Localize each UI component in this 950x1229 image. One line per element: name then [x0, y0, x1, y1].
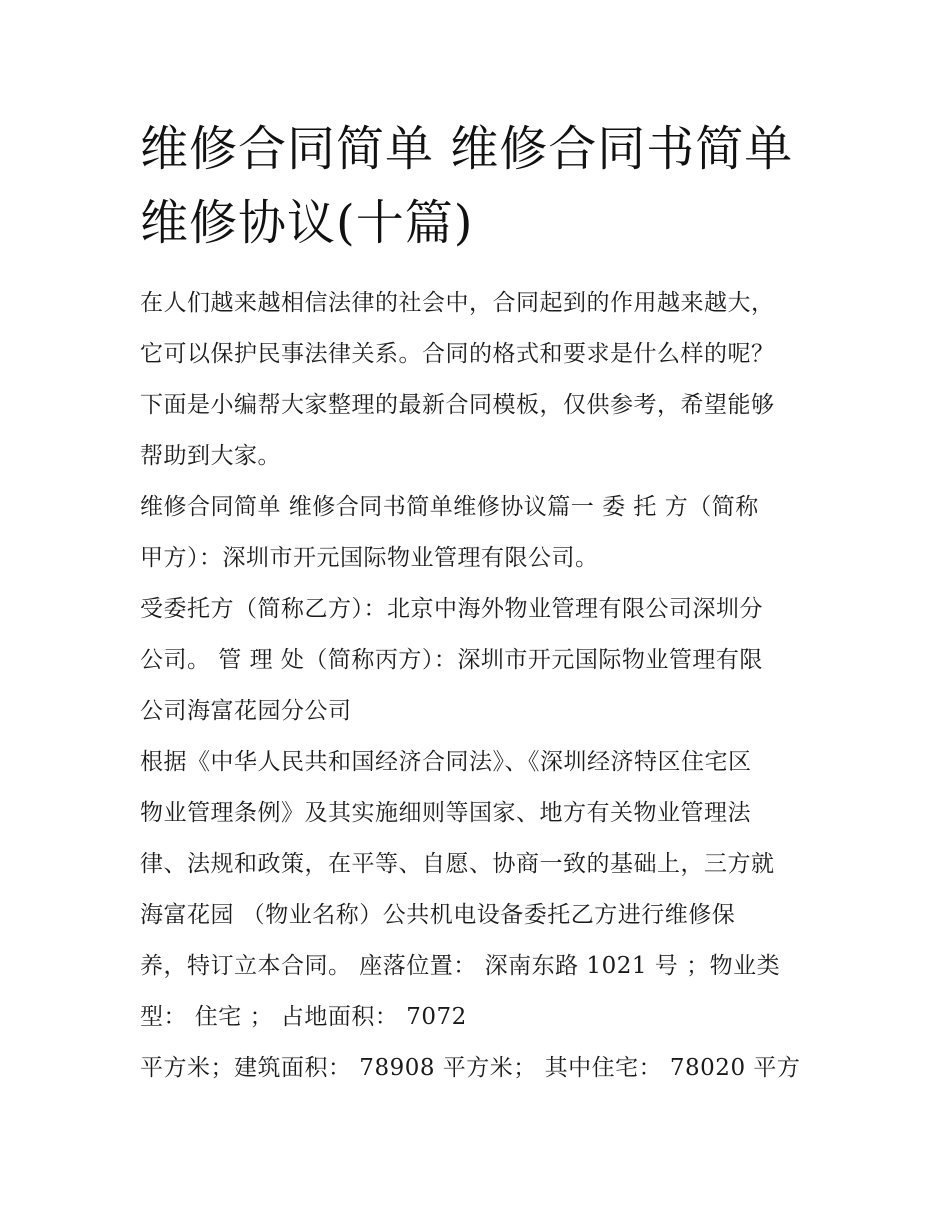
text-line: 物业管理条例》及其实施细则等国家、地方有关物业管理法: [140, 800, 751, 826]
party-b-c-paragraph: [140, 584, 820, 737]
title-line: 维修协议(十篇): [140, 195, 474, 251]
text-line: 在人们越来越相信法律的社会中，合同起到的作用越来越大，: [140, 290, 775, 316]
text-line: 受委托方（简称乙方）：北京中海外物业管理有限公司深圳分: [140, 596, 763, 622]
text-line: 公司海富花园分公司: [140, 698, 352, 724]
area-paragraph: [140, 1043, 820, 1094]
text-line: 维修合同简单 维修合同书简单维修协议篇一 委 托 方（简称: [140, 494, 759, 520]
basis-paragraph: [140, 737, 820, 1043]
intro-paragraph: [140, 278, 820, 482]
text-line: 律、法规和政策，在平等、自愿、协商一致的基础上，三方就: [140, 851, 775, 877]
page-title: [140, 112, 820, 260]
text-line: 养，特订立本合同。 座落位置： 深南东路 1021 号 ；物业类: [140, 953, 781, 979]
text-line: 公司。 管 理 处（简称丙方）：深圳市开元国际物业管理有限: [140, 647, 763, 673]
text-line: 甲方）：深圳市开元国际物业管理有限公司。: [140, 545, 599, 571]
document-body: [140, 278, 820, 1094]
text-line: 根据《中华人民共和国经济合同法》、《深圳经济特区住宅区: [140, 749, 752, 775]
text-line: 平方米；建筑面积： 78908 平方米； 其中住宅： 78020 平方: [140, 1055, 801, 1081]
text-line: 型： 住宅 ； 占地面积： 7072: [140, 1004, 467, 1030]
text-line: 帮助到大家。: [140, 443, 281, 469]
party-a-paragraph: [140, 482, 820, 584]
text-line: 它可以保护民事法律关系。合同的格式和要求是什么样的呢？: [140, 341, 775, 367]
text-line: 海富花园 （物业名称）公共机电设备委托乙方进行维修保: [140, 902, 736, 928]
title-line: 维修合同简单 维修合同书简单: [140, 121, 794, 177]
text-line: 下面是小编帮大家整理的最新合同模板，仅供参考，希望能够: [140, 392, 775, 418]
